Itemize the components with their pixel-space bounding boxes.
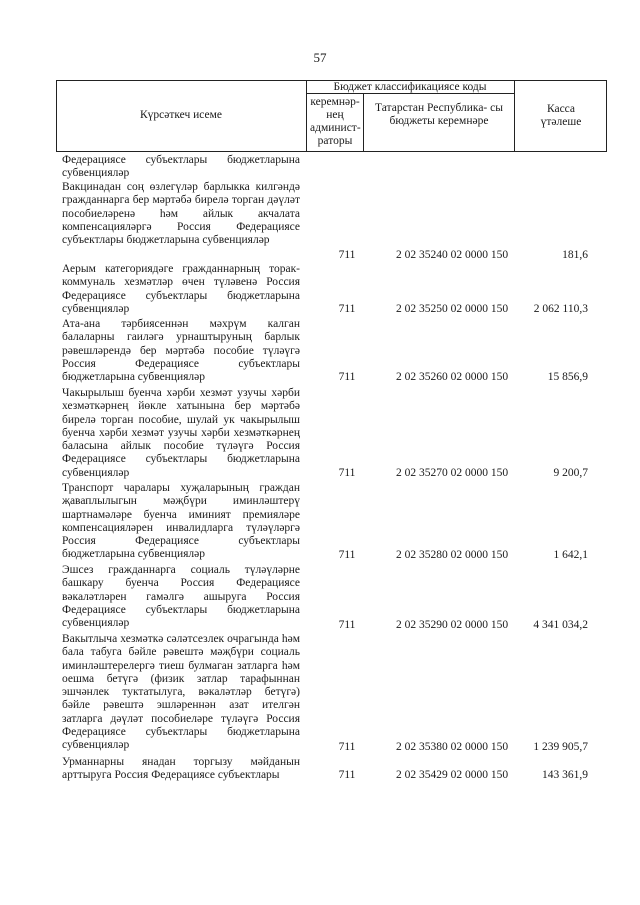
row-code: 2 02 35260 02 0000 150 [395, 371, 509, 383]
header-divider [514, 80, 515, 152]
row-name: Аерым категориядәге гражданнарның торак-коммуналь хезмәтләр өчен түләвенә Россия Федерациясе субъектлары бюджетларына субвенцияләр [62, 263, 300, 315]
row-amount: 4 341 034,2 [533, 619, 588, 631]
row-name: Вакцинадан соң өзлегүләр барлыкка килгәндә гражданнарга бер мәртәбә бирелә торган дәүләт пособиеләренә һәм айлык акчалата компенсацияләргә Россия Федерациясе субъектлары бюджетларына субвенцияләр [62, 181, 300, 247]
row-code: 2 02 35250 02 0000 150 [395, 303, 509, 315]
row-code: 2 02 35240 02 0000 150 [395, 249, 509, 261]
row-admin: 711 [338, 303, 356, 315]
row-admin: 711 [338, 371, 356, 383]
row-name: Урманнарны янадан торгызу мәйданын арттыруга Россия Федерациясе субъектлары [62, 756, 300, 782]
row-admin: 711 [338, 467, 356, 479]
row-admin: 711 [338, 769, 356, 781]
row-admin: 711 [338, 741, 356, 753]
row-name: Эшсез гражданнарга социаль түләүләрне башкару буенча Россия Федерациясе вәкаләтләрен гамәлгә ашыруга Россия Федерациясе субъектлары бюджетларына субвенцияләр [62, 564, 300, 630]
row-name: Чакырылыш буенча хәрби хезмәт узучы хәрби хезмәткәрнең йөкле хатынына бер мәртәбә бирелә торган пособие, шулай ук чакырылыш буенча хәрби хезмәт узучы хәрби хезмәткәрнең баласына айлык пособие түләүгә Россия Федерациясе субъектлары бюджетларына субвенцияләр [62, 387, 300, 479]
row-amount: 2 062 110,3 [533, 303, 588, 315]
row-name: Федерациясе субъектлары бюджетларына субвенцияләр [62, 154, 300, 180]
row-code: 2 02 35429 02 0000 150 [395, 769, 509, 781]
row-amount: 181,6 [562, 249, 588, 261]
row-code: 2 02 35380 02 0000 150 [395, 741, 509, 753]
header-code-column: Татарстан Республика- сы бюджеты керемнәре [375, 102, 503, 127]
row-amount: 143 361,9 [542, 769, 588, 781]
header-name-column: Күрсәткеч исеме [139, 109, 223, 121]
row-code: 2 02 35270 02 0000 150 [395, 467, 509, 479]
row-amount: 15 856,9 [547, 371, 588, 383]
row-admin: 711 [338, 549, 356, 561]
row-name: Вакытлыча хезмәткә сәләтсезлек очрагында һәм бала табуга бәйле рәвештә мәҗбүри социаль иминләштерелергә тиеш булмаган затларга һәм оешма бетүгә (физик затлар тарафыннан эшчәнлек туктатылуга, вәкаләтләр бетүгә) бәйле рәвештә эшләреннән азат ителгән затларга дәүләт пособиеләре түләүгә Россия Федерациясе субъектлары бюджетларына субвенцияләр [62, 633, 300, 752]
row-amount: 9 200,7 [553, 467, 588, 479]
row-admin: 711 [338, 619, 356, 631]
page-number: 57 [313, 50, 327, 65]
header-amount-column: Касса үтәлеше [540, 103, 582, 128]
header-group-title: Бюджет классификациясе коды [333, 81, 487, 93]
row-name: Ата-ана тәрбиясеннән мәхрүм калган балаларны гаиләгә урнаштыруның барлык рәвешләрендә бер мәртәбә пособие түләүгә Россия Федерациясе субъектлары бюджетларына субвенцияләр [62, 318, 300, 384]
header-admin-column: керемнәр- нең админист- раторы [310, 96, 361, 147]
row-name: Транспорт чаралары хуҗаларының граждан җаваплылыгын мәҗбүри иминләштерү шартнамәләре буенча иминият премияләре компенсацияләрен инвалидларга түләүләргә Россия Федерациясе субъектлары бюджетларына субвенцияләр [62, 482, 300, 561]
row-amount: 1 239 905,7 [533, 741, 588, 753]
row-code: 2 02 35280 02 0000 150 [395, 549, 509, 561]
row-code: 2 02 35290 02 0000 150 [395, 619, 509, 631]
header-divider [363, 93, 364, 152]
row-amount: 1 642,1 [553, 549, 588, 561]
row-admin: 711 [338, 249, 356, 261]
